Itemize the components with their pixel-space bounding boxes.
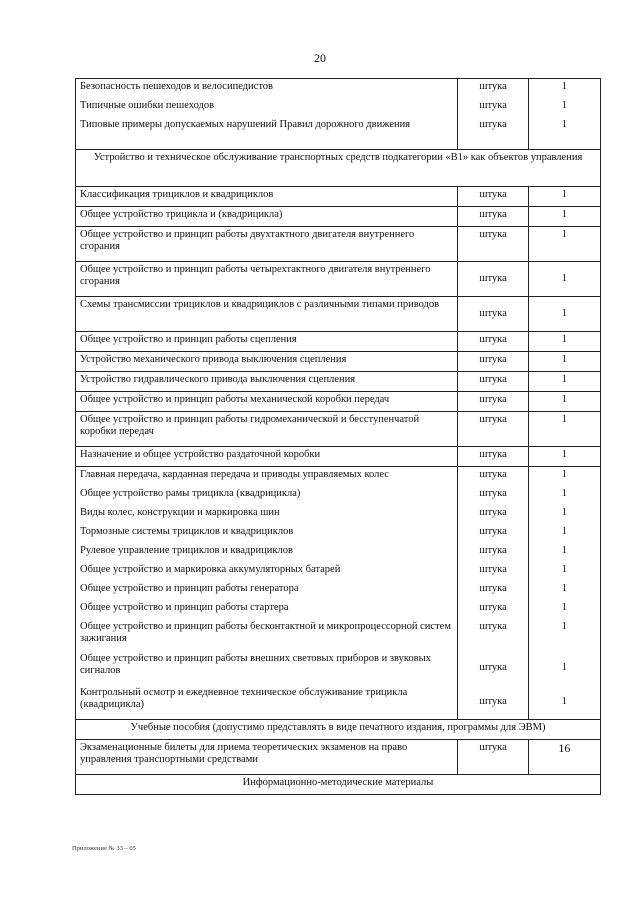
table-row — [76, 740, 601, 775]
item-name: Типичные ошибки пешеходов — [76, 98, 458, 117]
table-row — [76, 117, 601, 150]
item-qty: 1 — [528, 505, 600, 524]
page-number: 20 — [314, 51, 326, 65]
item-name: Общее устройство и маркировка аккумуляторных батарей — [76, 562, 458, 581]
item-unit: штука — [458, 262, 528, 297]
table-row — [76, 187, 601, 207]
table-row — [76, 262, 601, 297]
item-unit: штука — [458, 117, 528, 150]
item-unit: штука — [458, 447, 528, 467]
table-row — [76, 581, 601, 600]
item-unit: штука — [458, 740, 528, 775]
section-title: Устройство и техническое обслуживание транспортных средств подкатегории «В1» как объектов управления — [76, 150, 601, 187]
item-qty: 1 — [528, 524, 600, 543]
item-unit: штука — [458, 352, 528, 372]
item-qty: 1 — [528, 392, 600, 412]
item-qty: 1 — [528, 412, 600, 447]
item-qty: 1 — [528, 207, 600, 227]
item-qty: 1 — [528, 227, 600, 262]
table-row — [76, 505, 601, 524]
item-unit: штука — [458, 297, 528, 332]
item-qty: 1 — [528, 486, 600, 505]
item-qty: 1 — [528, 352, 600, 372]
table-row — [76, 619, 601, 651]
item-name: Общее устройство и принцип работы стартера — [76, 600, 458, 619]
item-name: Общее устройство и принцип работы двухтактного двигателя внутреннего сгорания — [76, 227, 458, 262]
item-unit: штука — [458, 562, 528, 581]
item-qty: 1 — [528, 297, 600, 332]
item-unit: штука — [458, 227, 528, 262]
table-row — [76, 412, 601, 447]
item-qty: 1 — [528, 685, 600, 720]
item-qty: 1 — [528, 117, 600, 150]
item-name: Общее устройство и принцип работы четырехтактного двигателя внутреннего сгорания — [76, 262, 458, 297]
table-row — [76, 372, 601, 392]
item-qty: 1 — [528, 543, 600, 562]
item-qty: 1 — [528, 332, 600, 352]
item-qty: 1 — [528, 262, 600, 297]
item-qty: 16 — [528, 740, 600, 775]
item-name: Общее устройство и принцип работы сцепления — [76, 332, 458, 352]
item-name: Общее устройство и принцип работы бесконтактной и микропроцессорной систем зажигания — [76, 619, 458, 651]
page-footer: Приложение № 33 – 05 — [72, 845, 136, 852]
item-qty: 1 — [528, 79, 600, 99]
table-row — [76, 467, 601, 487]
table-row — [76, 352, 601, 372]
item-name: Общее устройство и принцип работы механической коробки передач — [76, 392, 458, 412]
table-row — [76, 392, 601, 412]
section-header-row — [76, 150, 601, 187]
item-unit: штука — [458, 486, 528, 505]
table-row — [76, 447, 601, 467]
item-name: Тормозные системы трициклов и квадрициклов — [76, 524, 458, 543]
table-row — [76, 600, 601, 619]
table-row — [76, 332, 601, 352]
section-title: Информационно-методические материалы — [76, 775, 601, 795]
item-qty: 1 — [528, 562, 600, 581]
item-name: Общее устройство и принцип работы генератора — [76, 581, 458, 600]
item-unit: штука — [458, 524, 528, 543]
table-row — [76, 79, 601, 99]
table-row — [76, 486, 601, 505]
item-name: Рулевое управление трициклов и квадрициклов — [76, 543, 458, 562]
item-unit: штука — [458, 505, 528, 524]
item-qty: 1 — [528, 600, 600, 619]
item-unit: штука — [458, 392, 528, 412]
item-qty: 1 — [528, 581, 600, 600]
item-qty: 1 — [528, 98, 600, 117]
section-header-row — [76, 720, 601, 740]
table-row — [76, 543, 601, 562]
item-name: Безопасность пешеходов и велосипедистов — [76, 79, 458, 99]
item-name: Главная передача, карданная передача и приводы управляемых колес — [76, 467, 458, 487]
item-name: Экзаменационные билеты для приема теоретических экзаменов на право управления транспортными средствами — [76, 740, 458, 775]
item-name: Типовые примеры допускаемых нарушений Правил дорожного движения — [76, 117, 458, 150]
item-unit: штука — [458, 685, 528, 720]
item-unit: штука — [458, 79, 528, 99]
item-unit: штука — [458, 98, 528, 117]
item-qty: 1 — [528, 447, 600, 467]
table-row — [76, 98, 601, 117]
equipment-table — [75, 78, 601, 795]
item-unit: штука — [458, 581, 528, 600]
table-row — [76, 651, 601, 685]
item-unit: штука — [458, 372, 528, 392]
item-name: Устройство механического привода выключения сцепления — [76, 352, 458, 372]
item-unit: штука — [458, 207, 528, 227]
item-name: Схемы трансмиссии трициклов и квадрициклов с различными типами приводов — [76, 297, 458, 332]
item-unit: штука — [458, 332, 528, 352]
section-header-row — [76, 775, 601, 795]
item-name: Общее устройство трицикла и (квадрицикла) — [76, 207, 458, 227]
item-unit: штука — [458, 651, 528, 685]
table-row — [76, 227, 601, 262]
item-qty: 1 — [528, 467, 600, 487]
item-unit: штука — [458, 187, 528, 207]
table-row — [76, 685, 601, 720]
table-row — [76, 297, 601, 332]
item-qty: 1 — [528, 619, 600, 651]
item-qty: 1 — [528, 651, 600, 685]
item-unit: штука — [458, 543, 528, 562]
table-row — [76, 524, 601, 543]
table-row — [76, 207, 601, 227]
item-name: Контрольный осмотр и ежедневное техническое обслуживание трицикла (квадрицикла) — [76, 685, 458, 720]
item-qty: 1 — [528, 372, 600, 392]
item-qty: 1 — [528, 187, 600, 207]
item-name: Общее устройство и принцип работы внешних световых приборов и звуковых сигналов — [76, 651, 458, 685]
item-unit: штука — [458, 412, 528, 447]
section-title: Учебные пособия (допустимо представлять в виде печатного издания, программы для ЭВМ) — [76, 720, 601, 740]
item-name: Устройство гидравлического привода выключения сцепления — [76, 372, 458, 392]
item-unit: штука — [458, 619, 528, 651]
table-row — [76, 562, 601, 581]
item-unit: штука — [458, 600, 528, 619]
item-name: Общее устройство и принцип работы гидромеханической и бесступенчатой коробки передач — [76, 412, 458, 447]
item-name: Назначение и общее устройство раздаточной коробки — [76, 447, 458, 467]
item-name: Общее устройство рамы трицикла (квадрицикла) — [76, 486, 458, 505]
item-name: Классификация трициклов и квадрициклов — [76, 187, 458, 207]
item-unit: штука — [458, 467, 528, 487]
item-name: Виды колес, конструкции и маркировка шин — [76, 505, 458, 524]
